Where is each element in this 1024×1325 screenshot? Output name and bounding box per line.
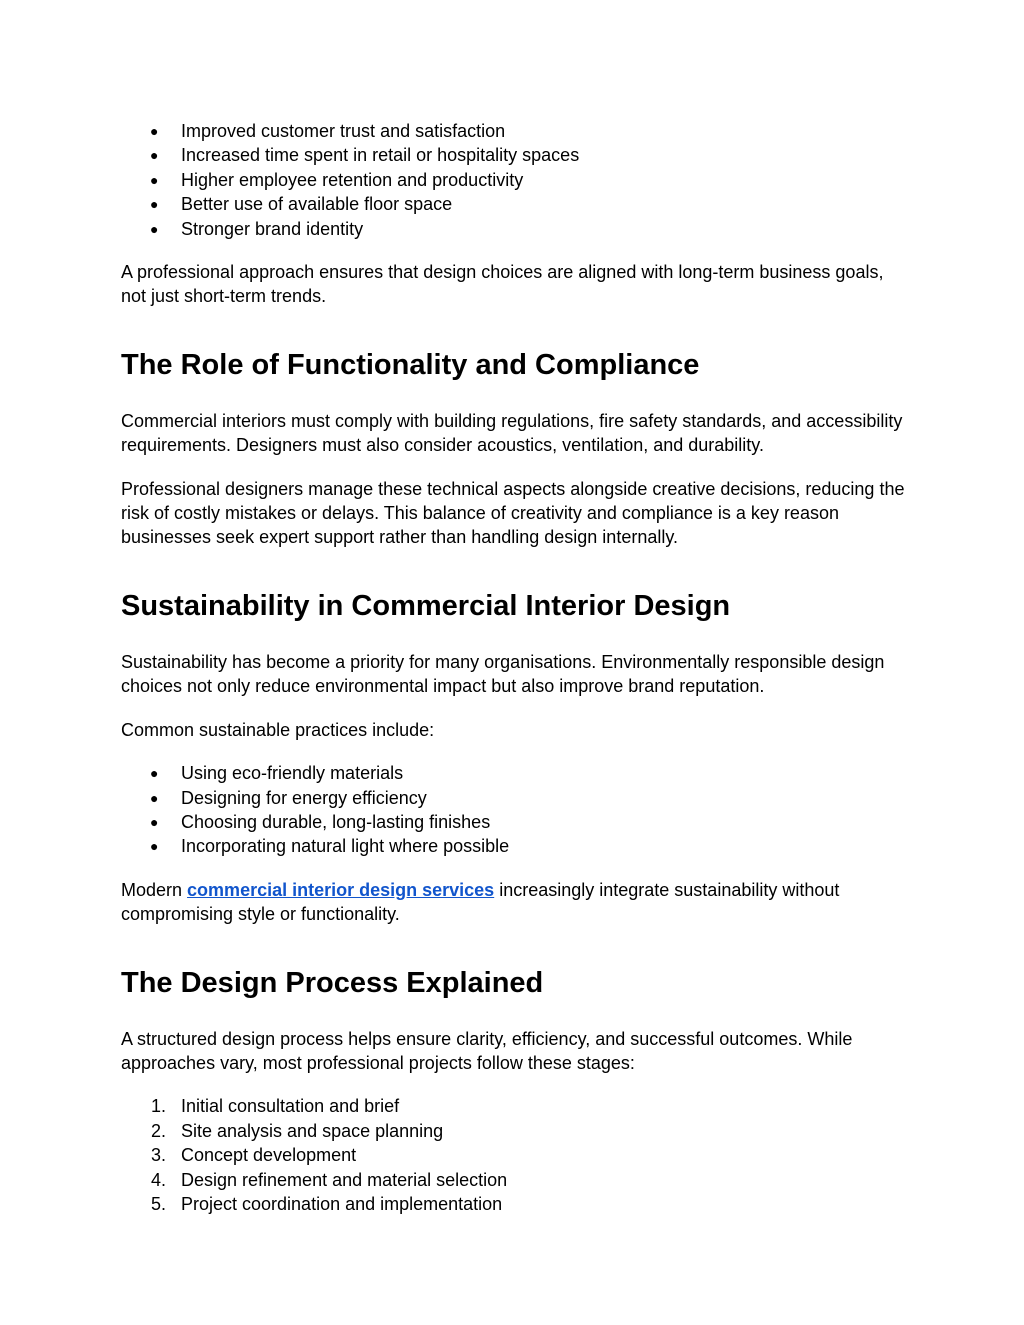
sustainable-practices-list: [121, 761, 911, 859]
list-item: 3. Concept development: [121, 1143, 911, 1167]
list-item: ● Better use of available floor space: [121, 192, 911, 216]
bullet-icon: ●: [150, 838, 159, 855]
list-item: 2. Site analysis and space planning: [121, 1119, 911, 1143]
bullet-icon: ●: [150, 196, 159, 213]
bullet-icon: ●: [150, 813, 159, 830]
list-item: ● Using eco-friendly materials: [121, 761, 911, 785]
paragraph-modern-services: Modern commercial interior design services increasingly integrate sustainability without compromising style or functionality.: [121, 879, 840, 925]
commercial-interior-design-services-link[interactable]: commercial interior design services: [187, 879, 495, 900]
bullet-icon: ●: [150, 123, 159, 139]
bullet-icon: ●: [150, 147, 159, 164]
list-item: ● Stronger brand identity: [121, 217, 911, 241]
document-page: [121, 119, 911, 1216]
list-number: 1.: [150, 1096, 166, 1117]
list-item: ● Increased time spent in retail or hospitality spaces: [121, 143, 911, 167]
benefits-list: [121, 119, 911, 241]
list-item: ● Choosing durable, long-lasting finishes: [121, 810, 911, 834]
list-item: 1. Initial consultation and brief: [121, 1094, 911, 1118]
bullet-icon: ●: [150, 171, 159, 188]
list-item: 5. Project coordination and implementation: [121, 1192, 911, 1216]
list-item: ● Incorporating natural light where possible: [121, 834, 911, 858]
list-number: 5.: [150, 1193, 166, 1214]
paragraph-sustainability-priority: Sustainability has become a priority for many organisations. Environmentally responsible design choices not only reduce environmental impact but also improve brand reputation.: [121, 651, 885, 697]
list-number: 4.: [150, 1169, 166, 1190]
paragraph-professional-approach: A professional approach ensures that design choices are aligned with long-term business goals, not just short-term trends.: [121, 262, 884, 307]
list-number: 2.: [150, 1120, 166, 1141]
list-item: ● Higher employee retention and productivity: [121, 168, 911, 192]
paragraph-common-practices: Common sustainable practices include:: [121, 719, 435, 740]
heading-functionality-compliance: The Role of Functionality and Compliance: [121, 348, 700, 381]
paragraph-technical-aspects: Professional designers manage these technical aspects alongside creative decisions, reducing the risk of costly mistakes or delays. This balance of creativity and compliance is a key reason businesses seek expert support rather than handling design internally.: [121, 478, 905, 548]
list-item: 4. Design refinement and material selection: [121, 1168, 911, 1192]
paragraph-structured-process: A structured design process helps ensure clarity, efficiency, and successful outcomes. While approaches vary, most professional projects follow these stages:: [121, 1028, 853, 1073]
heading-sustainability: Sustainability in Commercial Interior Design: [121, 589, 731, 622]
bullet-icon: ●: [150, 765, 159, 782]
bullet-icon: ●: [150, 789, 159, 806]
bullet-icon: ●: [150, 220, 159, 237]
list-number: 3.: [150, 1145, 166, 1166]
paragraph-compliance: Commercial interiors must comply with building regulations, fire safety standards, and accessibility requirements. Designers must also consider acoustics, ventilation, and durability.: [121, 410, 903, 456]
design-stages-list: [121, 1094, 911, 1216]
list-item: ● Improved customer trust and satisfaction: [121, 119, 911, 143]
list-item: ● Designing for energy efficiency: [121, 786, 911, 810]
heading-design-process: The Design Process Explained: [121, 966, 544, 999]
